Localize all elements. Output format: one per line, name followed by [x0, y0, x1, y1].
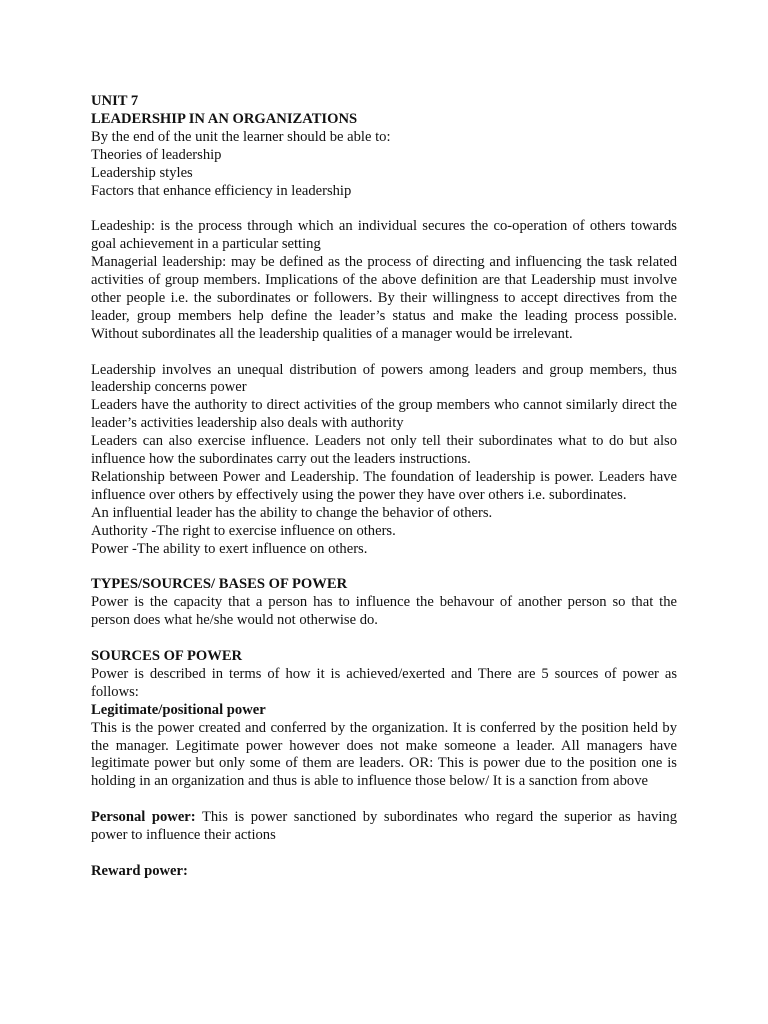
leadership-definition: Leadeship: is the process through which an individual secures the co-operation of others towards goal achievement in a particular setting [91, 218, 677, 253]
objective-item: Leadership styles [91, 164, 193, 181]
sources-paragraph: Power is described in terms of how it is achieved/exerted and There are 5 sources of power as follows: [91, 665, 677, 700]
leadership-point: Power -The ability to exert influence on others. [91, 540, 368, 557]
objective-item: Theories of leadership [91, 146, 222, 163]
sources-heading: SOURCES OF POWER [91, 648, 243, 665]
spacer [91, 630, 677, 648]
objectives-intro: By the end of the unit the learner should be able to: [91, 128, 391, 145]
document-body [91, 93, 677, 881]
legitimate-power-heading: Legitimate/positional power [91, 701, 266, 718]
leadership-point: Leaders have the authority to direct activities of the group members who cannot similarly direct the leader’s activities leadership also deals with authority [91, 397, 677, 432]
leadership-point: Leadership involves an unequal distribution of powers among leaders and group members, thus leadership concerns power [91, 361, 677, 396]
spacer [91, 845, 677, 863]
objective-item: Factors that enhance efficiency in leadership [91, 182, 352, 199]
personal-power-text: This is power sanctioned by subordinates who regard the superior as having power to influence their actions [91, 809, 677, 844]
types-heading: TYPES/SOURCES/ BASES OF POWER [91, 576, 348, 593]
document-title: LEADERSHIP IN AN ORGANIZATIONS [91, 110, 358, 127]
leadership-point: An influential leader has the ability to change the behavior of others. [91, 504, 493, 521]
spacer [91, 559, 677, 577]
spacer [91, 344, 677, 362]
types-paragraph: Power is the capacity that a person has to influence the behavour of another person so that the person does what he/she would not otherwise do. [91, 594, 677, 629]
unit-number: UNIT 7 [91, 93, 139, 109]
personal-power-paragraph [91, 809, 677, 845]
leadership-point: Relationship between Power and Leadership. The foundation of leadership is power. Leaders have influence over others by effectively using the power they have over others i.e. subordinates. [91, 469, 677, 503]
spacer [91, 791, 677, 809]
reward-power-heading: Reward power: [91, 862, 188, 879]
legitimate-power-paragraph: This is the power created and conferred by the organization. It is conferred by the position held by the manager. Legitimate power however does not make someone a leader. All managers have legitimate power but only some of them are leaders. OR: This is power due to the position one is holding in an organization and thus is able to influence those below/ It is a sanction from above [91, 719, 677, 790]
leadership-point: Authority -The right to exercise influence on others. [91, 522, 396, 539]
leadership-point: Leaders can also exercise influence. Leaders not only tell their subordinates what to do but also influence how the subordinates carry out the leaders instructions. [91, 433, 677, 468]
personal-power-label: Personal power: [91, 809, 196, 826]
spacer [91, 200, 677, 218]
managerial-leadership-paragraph: Managerial leadership: may be defined as the process of directing and influencing the task related activities of group members. Implications of the above definition are that Leadership must involve other people i.e. the subordinates or followers. By their willingness to accept directives from the leader, group members help define the leader’s status and make the leading process possible. Without subordinates all the leadership qualities of a manager would be irrelevant. [91, 254, 677, 342]
